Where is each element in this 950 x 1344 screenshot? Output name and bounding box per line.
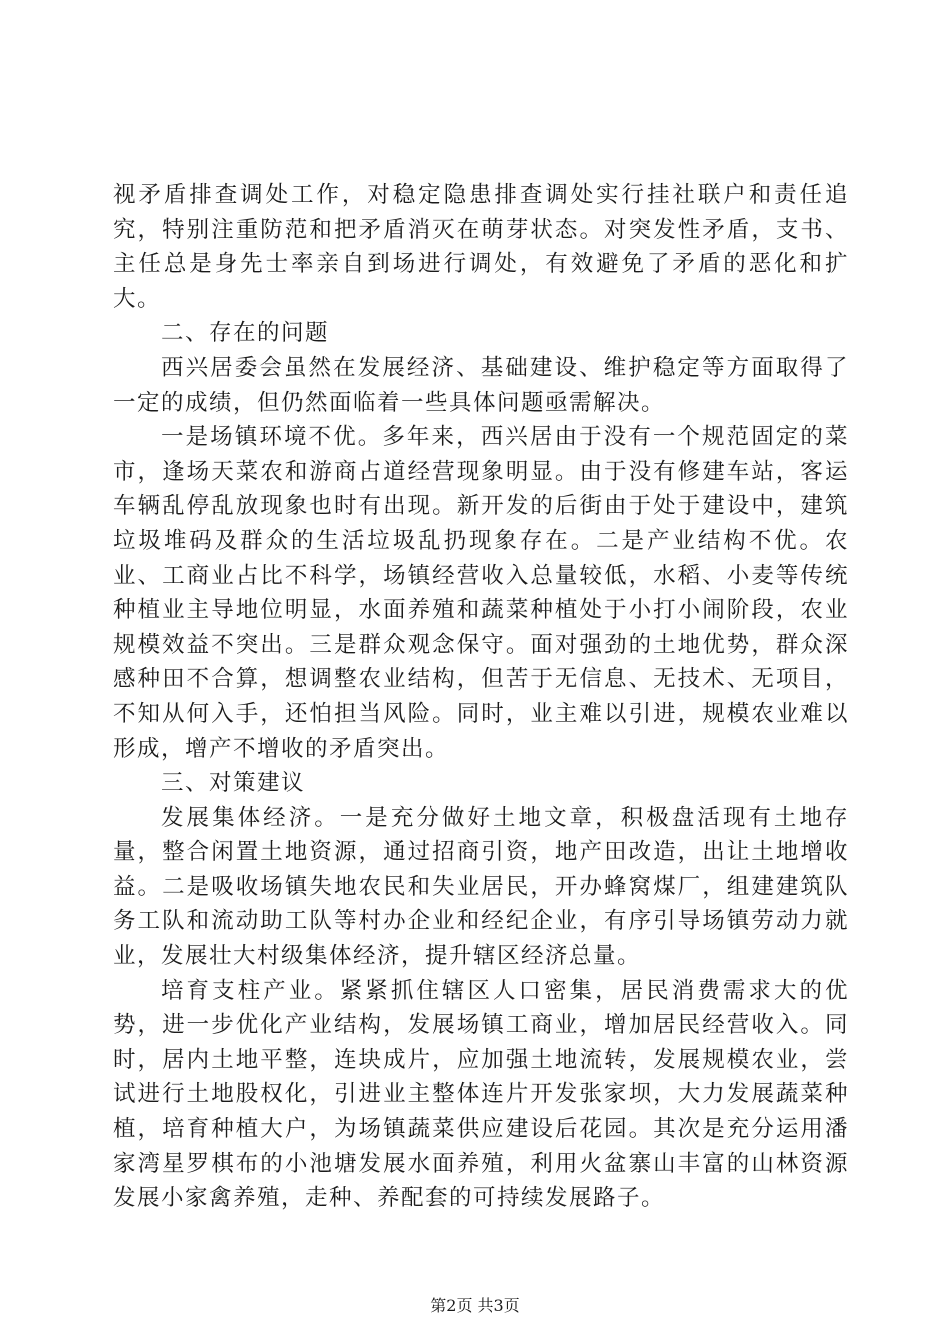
page-number-footer: 第2页 共3页 <box>430 1296 520 1315</box>
document-body <box>113 178 849 1216</box>
paragraph-5: 培育支柱产业。紧紧抓住辖区人口密集，居民消费需求大的优势，进一步优化产业结构，发展场镇工商业，增加居民经营收入。同时，居内土地平整，连块成片，应加强土地流转，发展规模农业，尝试进行土地股权化，引进业主整体连片开发张家坝，大力发展蔬菜种植，培育种植大户，为场镇蔬菜供应建设后花园。其次是充分运用潘家湾星罗棋布的小池塘发展水面养殖，利用火盆寨山丰富的山林资源发展小家禽养殖，走种、养配套的可持续发展路子。 <box>113 977 849 1212</box>
section-heading-problems: 二、存在的问题 <box>161 320 330 347</box>
paragraph-3: 一是场镇环境不优。多年来，西兴居由于没有一个规范固定的菜市，逢场天菜农和游商占道经营现象明显。由于没有修建车站，客运车辆乱停乱放现象也时有出现。新开发的后街由于处于建设中，建筑垃圾堆码及群众的生活垃圾乱扔现象存在。二是产业结构不优。农业、工商业占比不科学，场镇经营收入总量较低，水稻、小麦等传统种植业主导地位明显，水面养殖和蔬菜种植处于小打小闹阶段，农业规模效益不突出。三是群众观念保守。面对强劲的土地优势，群众深感种田不合算，想调整农业结构，但苦于无信息、无技术、无项目，不知从何入手，还怕担当风险。同时，业主难以引进，规模农业难以形成，增产不增收的矛盾突出。 <box>113 424 849 762</box>
paragraph-2: 西兴居委会虽然在发展经济、基础建设、维护稳定等方面取得了一定的成绩，但仍然面临着一些具体问题亟需解决。 <box>113 354 849 416</box>
section-heading-suggestions: 三、对策建议 <box>161 770 306 797</box>
paragraph-4: 发展集体经济。一是充分做好土地文章，积极盘活现有土地存量，整合闲置土地资源，通过招商引资，地产田改造，出让土地增收益。二是吸收场镇失地农民和失业居民，开办蜂窝煤厂，组建建筑队务工队和流动助工队等村办企业和经纪企业，有序引导场镇劳动力就业，发展壮大村级集体经济，提升辖区经济总量。 <box>113 804 849 970</box>
paragraph-1: 视矛盾排查调处工作，对稳定隐患排查调处实行挂社联户和责任追究，特别注重防范和把矛盾消灭在萌芽状态。对突发性矛盾，支书、主任总是身先士率亲自到场进行调处，有效避免了矛盾的恶化和扩大。 <box>113 182 849 312</box>
